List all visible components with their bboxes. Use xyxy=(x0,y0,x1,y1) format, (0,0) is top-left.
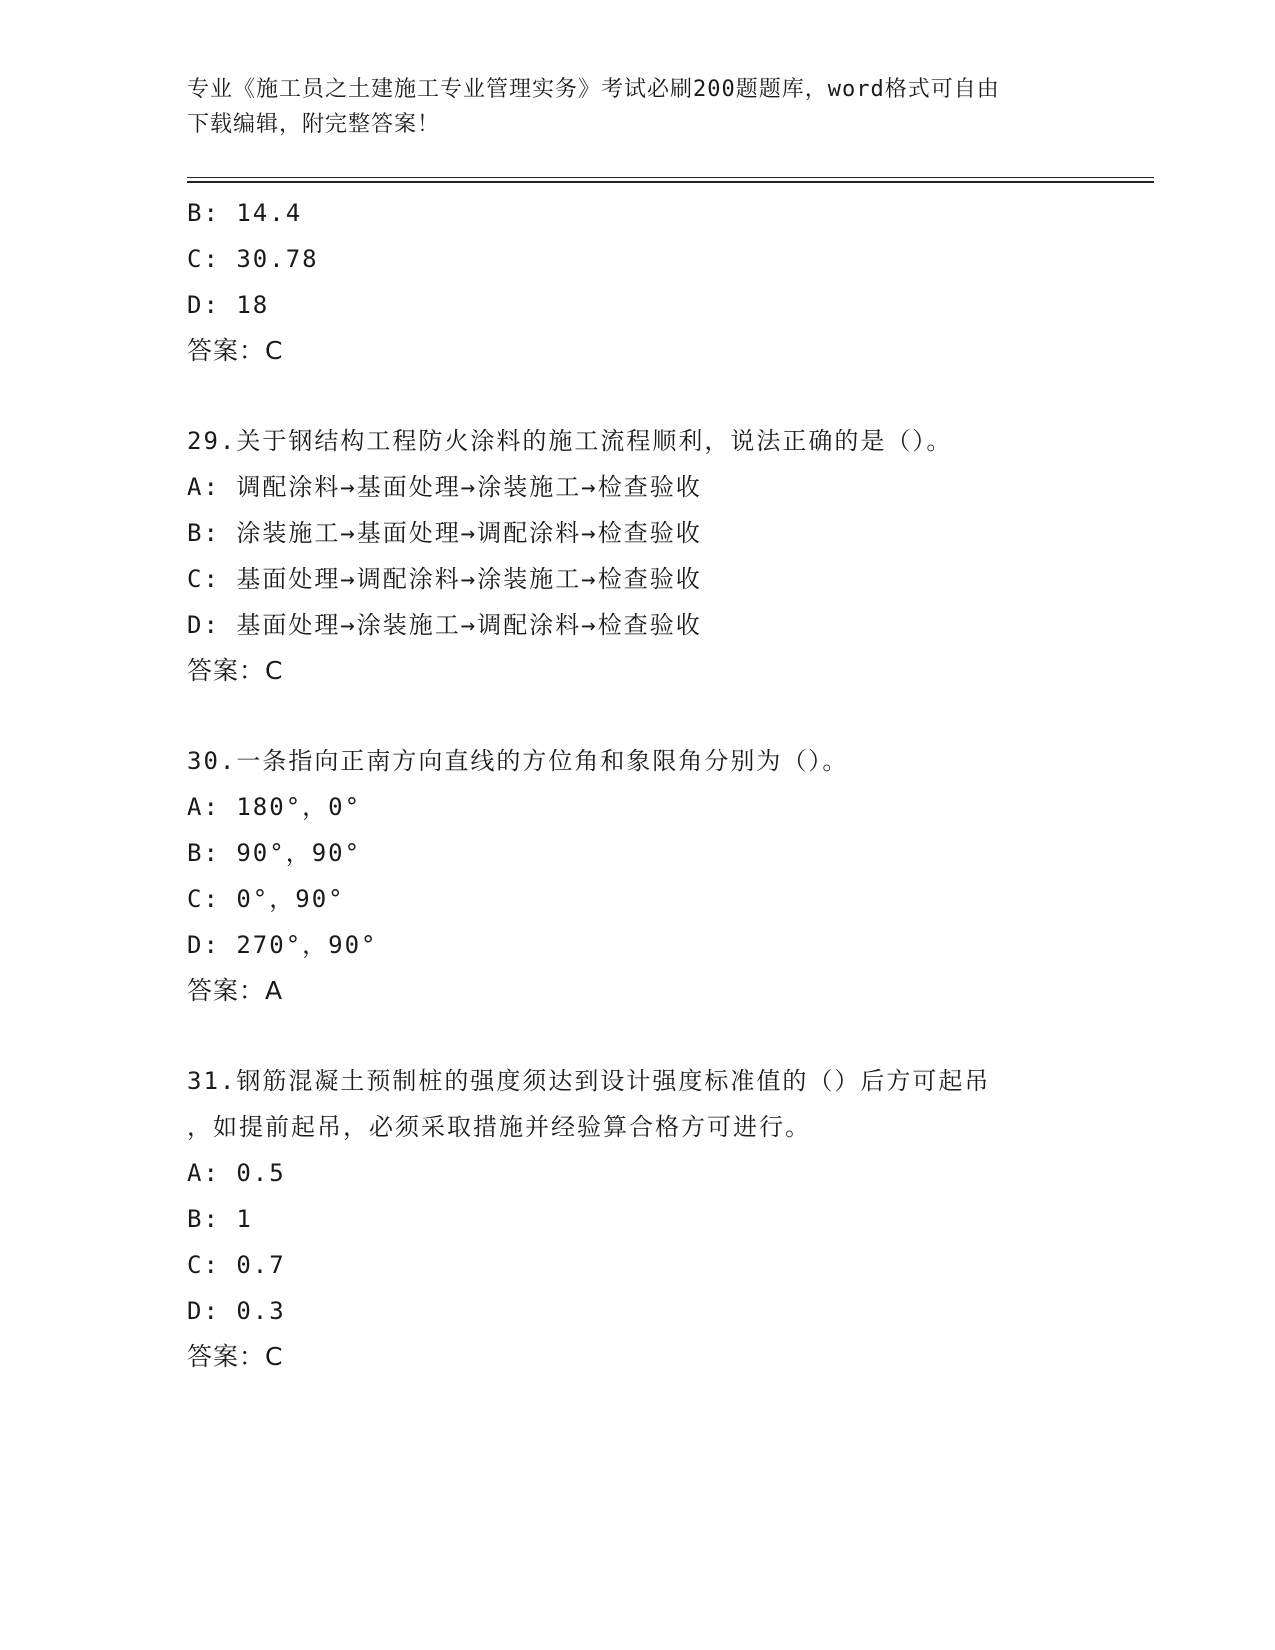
option-c: C: 30.78 xyxy=(187,245,319,273)
option-d: D: 18 xyxy=(187,291,270,319)
question-stem: 29.关于钢结构工程防火涂料的施工流程顺利，说法正确的是（）。 xyxy=(187,427,953,455)
option-a: A: 180°，0° xyxy=(187,793,362,821)
option-c: C: 0.7 xyxy=(187,1251,286,1279)
question-stem-line-1: 31.钢筋混凝土预制桩的强度须达到设计强度标准值的（）后方可起吊 xyxy=(187,1067,991,1095)
option-b: B: 90°，90° xyxy=(187,839,362,867)
option-a: A: 0.5 xyxy=(187,1159,286,1187)
header-divider-thick xyxy=(187,181,1154,183)
option-d: D: 0.3 xyxy=(187,1297,286,1325)
document-header xyxy=(187,72,1087,142)
question-30 xyxy=(187,738,1087,1014)
header-line-2: 下载编辑，附完整答案！ xyxy=(187,112,441,137)
question-stem-line-2: ，如提前起吊，必须采取措施并经验算合格方可进行。 xyxy=(187,1113,811,1141)
option-c: C: 0°，90° xyxy=(187,885,345,913)
option-d: D: 基面处理→涂装施工→调配涂料→检查验收 xyxy=(187,611,702,639)
question-29 xyxy=(187,418,1087,694)
question-list xyxy=(187,190,1087,1380)
header-divider-thin xyxy=(187,177,1154,178)
answer: 答案：C xyxy=(187,656,284,685)
option-a: A: 调配涂料→基面处理→涂装施工→检查验收 xyxy=(187,473,702,501)
question-stem: 30.一条指向正南方向直线的方位角和象限角分别为（）。 xyxy=(187,747,849,775)
option-b: B: 1 xyxy=(187,1205,253,1233)
option-b: B: 涂装施工→基面处理→调配涂料→检查验收 xyxy=(187,519,702,547)
option-d: D: 270°，90° xyxy=(187,931,378,959)
option-c: C: 基面处理→调配涂料→涂装施工→检查验收 xyxy=(187,565,702,593)
option-b: B: 14.4 xyxy=(187,199,303,227)
answer: 答案：C xyxy=(187,336,284,365)
answer: 答案：A xyxy=(187,976,284,1005)
answer: 答案：C xyxy=(187,1342,284,1371)
header-line-1: 专业《施工员之土建施工专业管理实务》考试必刷200题题库，word格式可自由 xyxy=(187,77,1000,102)
question-28-continued xyxy=(187,190,1087,374)
question-31 xyxy=(187,1058,1087,1380)
